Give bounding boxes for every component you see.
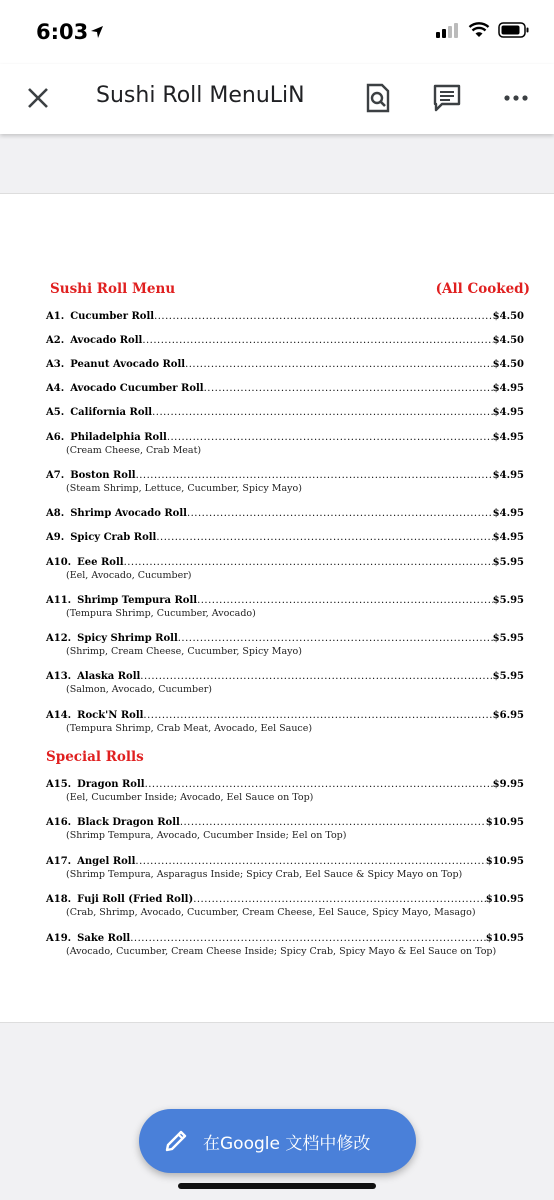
- battery-icon: [498, 22, 530, 38]
- comments-icon[interactable]: [432, 82, 462, 114]
- menu-note: (All Cooked): [435, 281, 530, 297]
- fab-label: 在Google 文档中修改: [203, 1134, 371, 1154]
- menu-header: [50, 281, 530, 301]
- edit-in-google-docs-button[interactable]: [139, 1109, 416, 1173]
- document-page: [0, 193, 554, 1023]
- menu-item: A3. Peanut Avocado Roll ..... $4.50: [46, 359, 524, 370]
- menu-item: A5. California Roll ..... $4.95: [46, 407, 524, 418]
- more-options-icon[interactable]: [502, 82, 532, 114]
- app-bar: [0, 64, 554, 134]
- item-description: (Shrimp, Cream Cheese, Cucumber, Spicy Mayo): [66, 646, 302, 657]
- item-description: (Avocado, Cucumber, Cream Cheese Inside; Spicy Crab, Spicy Mayo & Eel Sauce on Top): [66, 946, 497, 957]
- item-description: (Salmon, Avocado, Cucumber): [66, 684, 212, 695]
- item-description: (Shrimp Tempura, Asparagus Inside; Spicy Crab, Eel Sauce & Spicy Mayo on Top): [66, 869, 463, 880]
- menu-item: A18. Fuji Roll (Fried Roll) ..... $10.95 (Crab, Shrimp, Avocado, Cucumber, Cream Cheese, Eel Sauce, Spicy Mayo, Masago): [46, 894, 524, 918]
- special-rolls-title: Special Rolls: [46, 749, 144, 765]
- document-title: Sushi Roll MenuLiN: [96, 83, 305, 108]
- item-description: (Cream Cheese, Crab Meat): [66, 445, 202, 456]
- item-description: (Eel, Avocado, Cucumber): [66, 570, 192, 581]
- menu-item: A19. Sake Roll ..... $10.95 (Avocado, Cucumber, Cream Cheese Inside; Spicy Crab, Spicy Mayo & Eel Sauce on Top): [46, 933, 524, 957]
- menu-item: A14. Rock'N Roll ..... $6.95 (Tempura Shrimp, Crab Meat, Avocado, Eel Sauce): [46, 710, 524, 734]
- menu-item: A9. Spicy Crab Roll ..... $4.95: [46, 532, 524, 543]
- menu-item: A13. Alaska Roll ..... $5.95 (Salmon, Avocado, Cucumber): [46, 671, 524, 695]
- close-icon[interactable]: [24, 84, 52, 112]
- menu-item: A11. Shrimp Tempura Roll ..... $5.95 (Tempura Shrimp, Cucumber, Avocado): [46, 595, 524, 619]
- item-description: (Crab, Shrimp, Avocado, Cucumber, Cream Cheese, Eel Sauce, Spicy Mayo, Masago): [66, 907, 476, 918]
- menu-item: A6. Philadelphia Roll ..... $4.95 (Cream Cheese, Crab Meat): [46, 432, 524, 456]
- menu-item: A16. Black Dragon Roll ..... $10.95 (Shrimp Tempura, Avocado, Cucumber Inside; Eel on Top): [46, 817, 524, 841]
- status-bar: [0, 0, 554, 64]
- menu-item: A8. Shrimp Avocado Roll ..... $4.95: [46, 508, 524, 519]
- menu-item: A12. Spicy Shrimp Roll ..... $5.95 (Shrimp, Cream Cheese, Cucumber, Spicy Mayo): [46, 633, 524, 657]
- menu-item: A4. Avocado Cucumber Roll ..... $4.95: [46, 383, 524, 394]
- item-description: (Shrimp Tempura, Avocado, Cucumber Inside; Eel on Top): [66, 830, 347, 841]
- item-description: (Tempura Shrimp, Crab Meat, Avocado, Eel Sauce): [66, 723, 313, 734]
- location-arrow-icon: [90, 25, 104, 39]
- menu-item: A10. Eee Roll ..... $5.95 (Eel, Avocado, Cucumber): [46, 557, 524, 581]
- item-description: (Eel, Cucumber Inside; Avocado, Eel Sauce on Top): [66, 792, 314, 803]
- menu-item: A2. Avocado Roll ..... $4.50: [46, 335, 524, 346]
- cellular-signal-icon: [436, 22, 460, 38]
- home-indicator[interactable]: [178, 1183, 376, 1189]
- status-time: 6:03: [36, 20, 89, 44]
- menu-item: A1. Cucumber Roll ..... $4.50: [46, 311, 524, 322]
- item-description: (Steam Shrimp, Lettuce, Cucumber, Spicy Mayo): [66, 483, 302, 494]
- menu-item: A7. Boston Roll ..... $4.95 (Steam Shrimp, Lettuce, Cucumber, Spicy Mayo): [46, 470, 524, 494]
- menu-item: A17. Angel Roll ..... $10.95 (Shrimp Tempura, Asparagus Inside; Spicy Crab, Eel Sauce & Spicy Mayo on Top): [46, 856, 524, 880]
- menu-item: A15. Dragon Roll ..... $9.95 (Eel, Cucumber Inside; Avocado, Eel Sauce on Top): [46, 779, 524, 803]
- find-in-document-icon[interactable]: [363, 82, 393, 114]
- wifi-icon: [468, 22, 490, 38]
- pencil-icon: [163, 1128, 189, 1154]
- item-description: (Tempura Shrimp, Cucumber, Avocado): [66, 608, 256, 619]
- menu-title: Sushi Roll Menu: [50, 281, 176, 297]
